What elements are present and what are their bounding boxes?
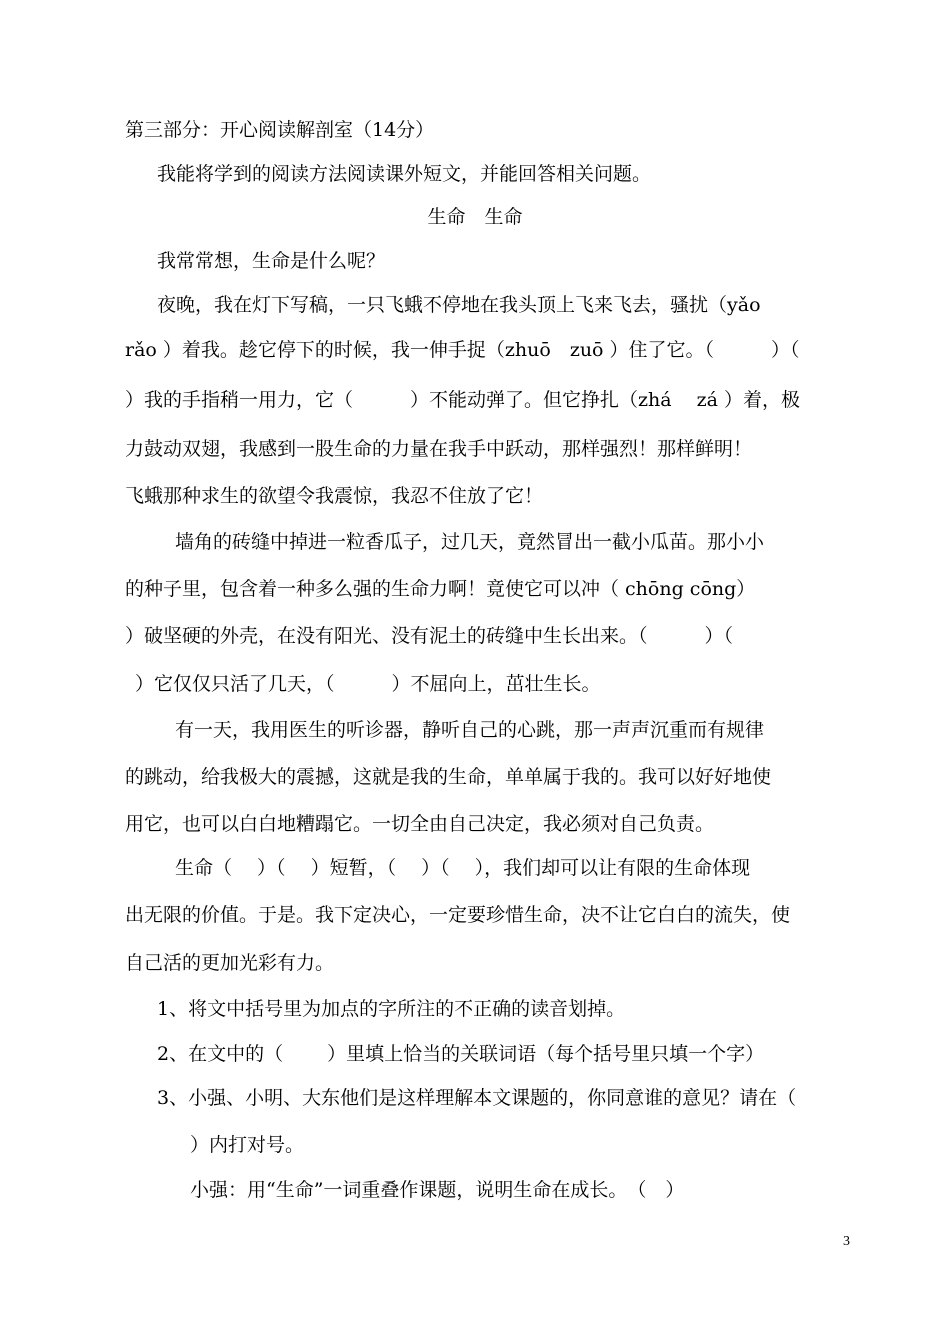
paragraph-line: 有一天，我用医生的听诊器，静听自己的心跳，那一声声沉重而有规律: [175, 719, 765, 741]
paragraph-line: 我常常想，生命是什么呢？: [157, 250, 386, 272]
instruction-text: 我能将学到的阅读方法阅读课外短文，并能回答相关问题。: [157, 163, 652, 185]
paragraph-line: 的跳动，给我极大的震撼，这就是我的生命，单单属于我的。我可以好好地使: [125, 766, 772, 788]
paragraph-line: 出无限的价值。于是。我下定决心，一定要珍惜生命，决不让它白白的流失，使: [125, 904, 791, 926]
answer-option-xiaoqiang: 小强：用“生命”一词重叠作课题，说明生命在成长。 （ ）: [190, 1179, 685, 1201]
paragraph-line: 夜晚，我在灯下写稿，一只飞蛾不停地在我头顶上飞来飞去，骚扰（yǎo: [157, 294, 761, 316]
page-number: 3: [843, 1234, 850, 1249]
section-heading: 第三部分：开心阅读解剖室（14分）: [125, 119, 435, 141]
question-3: 3、小强、小明、大东他们是这样理解本文课题的，你同意谁的意见？请在（: [157, 1087, 797, 1109]
paragraph-line: rǎo ）着我。趁它停下的时候，我一伸手捉（zhuō zuō ）住了它。（ ）（: [125, 339, 800, 361]
paragraph-line: ）它仅仅只活了几天，（ ）不屈向上，茁壮生长。: [135, 673, 601, 695]
paragraph-line: 飞蛾那种求生的欲望令我震惊，我忍不住放了它！: [125, 485, 544, 507]
paragraph-line: 墙角的砖缝中掉进一粒香瓜子，过几天，竟然冒出一截小瓜苗。那小小: [175, 531, 765, 553]
paragraph-line: 用它，也可以白白地糟蹋它。一切全由自己决定，我必须对自己负责。: [125, 813, 715, 835]
question-3-continued: ）内打对号。: [190, 1134, 305, 1156]
question-2: 2、在文中的（ ）里填上恰当的关联词语（每个括号里只填一个字）: [157, 1043, 765, 1065]
question-1: 1、将文中括号里为加点的字所注的不正确的读音划掉。: [157, 998, 626, 1020]
paragraph-line: 生命（ ）（ ）短暂，（ ）（ ），我们却可以让有限的生命体现: [175, 857, 751, 879]
article-title: 生命 生命: [427, 206, 523, 228]
paragraph-line: 力鼓动双翅，我感到一股生命的力量在我手中跃动，那样强烈！那样鲜明！: [125, 438, 753, 460]
paragraph-line: ）我的手指稍一用力，它（ ）不能动弹了。但它挣扎（zhá zá ）着，极: [125, 389, 800, 411]
paragraph-line: 的种子里，包含着一种多么强的生命力啊！竟使它可以冲（ chōng cōng）: [125, 578, 756, 600]
paragraph-line: ）破坚硬的外壳，在没有阳光、没有泥土的砖缝中生长出来。（ ）（: [125, 625, 734, 647]
paragraph-line: 自己活的更加光彩有力。: [125, 952, 335, 974]
